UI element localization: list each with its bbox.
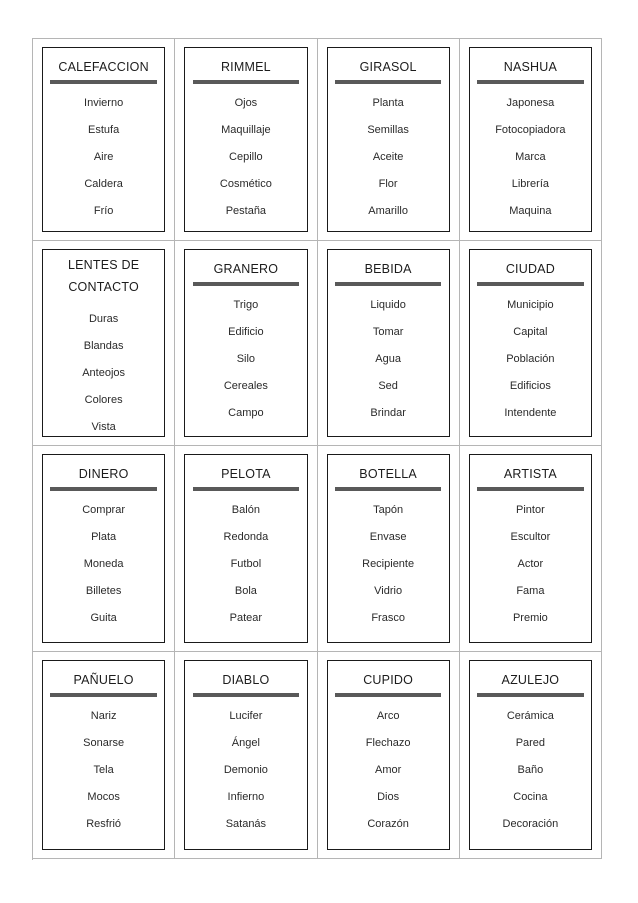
card-title: CUPIDO: [363, 673, 414, 687]
card-cell: [318, 39, 460, 241]
forbidden-word: Fotocopiadora: [495, 124, 566, 136]
title-divider: [50, 693, 157, 697]
forbidden-word: Escultor: [510, 531, 551, 543]
forbidden-word: Plata: [91, 531, 117, 543]
forbidden-word-list: [328, 497, 449, 632]
card-title: NASHUA: [503, 60, 558, 74]
forbidden-word: Bola: [234, 585, 257, 597]
title-divider: [335, 80, 442, 84]
title-divider: [335, 693, 442, 697]
taboo-card: [184, 47, 307, 232]
forbidden-word: Vidrio: [374, 585, 403, 597]
card-title: GRANERO: [213, 262, 279, 276]
forbidden-word: Recipiente: [362, 558, 415, 570]
taboo-card: [469, 454, 592, 643]
card-title: DIABLO: [222, 673, 270, 687]
title-divider: [50, 80, 157, 84]
forbidden-word: Baño: [517, 764, 544, 776]
forbidden-word: Cepillo: [229, 151, 263, 163]
taboo-card: [42, 249, 165, 437]
forbidden-word-list: [185, 292, 306, 427]
forbidden-word-list: [328, 703, 449, 838]
forbidden-word: Cosmético: [219, 178, 272, 190]
forbidden-word-list: [185, 703, 306, 838]
card-title: ARTISTA: [503, 467, 557, 481]
forbidden-word: Vista: [91, 421, 116, 433]
card-cell: [175, 652, 317, 859]
forbidden-word: Balón: [231, 504, 260, 516]
forbidden-word-list: [185, 90, 306, 225]
card-title: BOTELLA: [359, 467, 417, 481]
forbidden-word-list: [43, 306, 164, 441]
card-title: AZULEJO: [501, 673, 560, 687]
forbidden-word: Moneda: [83, 558, 124, 570]
taboo-card: [469, 249, 592, 437]
card-title: GIRASOL: [359, 60, 417, 74]
forbidden-word: Planta: [372, 97, 404, 109]
forbidden-word: Actor: [517, 558, 544, 570]
card-cell: [33, 446, 175, 652]
forbidden-word: Municipio: [507, 299, 554, 311]
card-cell: [460, 39, 602, 241]
title-divider: [193, 80, 300, 84]
title-divider: [193, 282, 300, 286]
taboo-card: [327, 249, 450, 437]
card-cell: [460, 652, 602, 859]
forbidden-word: Campo: [228, 407, 264, 419]
forbidden-word: Invierno: [84, 97, 124, 109]
card-title: LENTES DE CONTACTO: [67, 258, 140, 294]
forbidden-word: Sonarse: [83, 737, 125, 749]
forbidden-word: Demonio: [223, 764, 268, 776]
taboo-card: [327, 454, 450, 643]
title-divider: [335, 487, 442, 491]
taboo-card: [327, 660, 450, 850]
forbidden-word: Edificios: [509, 380, 551, 392]
forbidden-word: Agua: [375, 353, 401, 365]
forbidden-word: Cocina: [513, 791, 548, 803]
forbidden-word: Blandas: [83, 340, 124, 352]
forbidden-word: Futbol: [230, 558, 262, 570]
forbidden-word: Tapón: [373, 504, 404, 516]
taboo-card: [184, 249, 307, 437]
forbidden-word: Fama: [516, 585, 545, 597]
forbidden-word: Envase: [369, 531, 407, 543]
taboo-card: [327, 47, 450, 232]
title-divider: [477, 80, 584, 84]
forbidden-word: Redonda: [223, 531, 269, 543]
forbidden-word: Intendente: [504, 407, 557, 419]
card-cell: [33, 652, 175, 859]
forbidden-word: Maquillaje: [221, 124, 271, 136]
card-cell: [318, 652, 460, 859]
card-cell: [175, 39, 317, 241]
forbidden-word: Ángel: [231, 737, 260, 749]
forbidden-word-list: [470, 703, 591, 838]
taboo-card: [42, 47, 165, 232]
forbidden-word: Tela: [93, 764, 114, 776]
taboo-card: [184, 454, 307, 643]
title-divider: [477, 487, 584, 491]
forbidden-word: Premio: [512, 612, 548, 624]
card-title: PAÑUELO: [73, 673, 134, 687]
forbidden-word: Nariz: [90, 710, 117, 722]
forbidden-word: Cereales: [223, 380, 268, 392]
title-divider: [477, 282, 584, 286]
forbidden-word: Flechazo: [365, 737, 411, 749]
taboo-card: [469, 660, 592, 850]
forbidden-word: Edificio: [228, 326, 264, 338]
forbidden-word: Pintor: [516, 504, 545, 516]
forbidden-word: Frío: [93, 205, 114, 217]
forbidden-word: Población: [506, 353, 555, 365]
title-divider: [193, 487, 300, 491]
forbidden-word: Japonesa: [506, 97, 555, 109]
forbidden-word: Dios: [377, 791, 400, 803]
taboo-card: [184, 660, 307, 850]
forbidden-word: Guita: [90, 612, 117, 624]
forbidden-word: Pared: [515, 737, 546, 749]
card-cell: [33, 241, 175, 446]
forbidden-word: Decoración: [502, 818, 559, 830]
forbidden-word-list: [328, 292, 449, 427]
forbidden-word: Patear: [229, 612, 263, 624]
taboo-card: [42, 660, 165, 850]
forbidden-word: Silo: [236, 353, 256, 365]
forbidden-word: Liquido: [370, 299, 406, 311]
taboo-card: [42, 454, 165, 643]
taboo-card: [469, 47, 592, 232]
forbidden-word: Amarillo: [368, 205, 408, 217]
card-cell: [460, 446, 602, 652]
forbidden-word: Semillas: [367, 124, 409, 136]
forbidden-word: Comprar: [82, 504, 126, 516]
title-divider: [50, 487, 157, 491]
forbidden-word: Billetes: [85, 585, 122, 597]
forbidden-word-list: [185, 497, 306, 632]
forbidden-word: Cerámica: [506, 710, 554, 722]
forbidden-word: Resfrió: [86, 818, 122, 830]
card-cell: [175, 241, 317, 446]
card-sheet: [32, 38, 602, 860]
forbidden-word: Pestaña: [225, 205, 267, 217]
forbidden-word: Aire: [93, 151, 114, 163]
forbidden-word-list: [43, 90, 164, 225]
card-title: RIMMEL: [220, 60, 271, 74]
forbidden-word: Colores: [84, 394, 123, 406]
forbidden-word: Frasco: [371, 612, 405, 624]
card-title: PELOTA: [221, 467, 271, 481]
forbidden-word: Arco: [376, 710, 400, 722]
forbidden-word: Anteojos: [82, 367, 126, 379]
forbidden-word: Amor: [374, 764, 402, 776]
title-divider: [335, 282, 442, 286]
forbidden-word: Duras: [88, 313, 119, 325]
forbidden-word: Mocos: [87, 791, 120, 803]
forbidden-word: Caldera: [84, 178, 123, 190]
forbidden-word: Marca: [515, 151, 546, 163]
forbidden-word: Tomar: [372, 326, 404, 338]
card-cell: [175, 446, 317, 652]
forbidden-word-list: [470, 497, 591, 632]
card-title: DINERO: [78, 467, 129, 481]
forbidden-word-list: [328, 90, 449, 225]
card-cell: [318, 241, 460, 446]
forbidden-word-list: [43, 497, 164, 632]
forbidden-word: Ojos: [234, 97, 258, 109]
forbidden-word: Brindar: [370, 407, 406, 419]
forbidden-word: Flor: [378, 178, 398, 190]
card-cell: [318, 446, 460, 652]
forbidden-word: Estufa: [88, 124, 120, 136]
forbidden-word: Aceite: [372, 151, 404, 163]
forbidden-word: Capital: [513, 326, 548, 338]
forbidden-word-list: [470, 90, 591, 225]
forbidden-word: Sed: [378, 380, 398, 392]
card-cell: [33, 39, 175, 241]
forbidden-word-list: [43, 703, 164, 838]
forbidden-word: Maquina: [509, 205, 552, 217]
title-divider: [477, 693, 584, 697]
forbidden-word: Infierno: [227, 791, 265, 803]
title-divider: [193, 693, 300, 697]
forbidden-word: Lucifer: [229, 710, 263, 722]
forbidden-word: Satanás: [225, 818, 267, 830]
forbidden-word: Trigo: [233, 299, 259, 311]
card-title: CIUDAD: [505, 262, 555, 276]
card-title: BEBIDA: [364, 262, 412, 276]
forbidden-word: Librería: [511, 178, 550, 190]
card-cell: [460, 241, 602, 446]
forbidden-word-list: [470, 292, 591, 427]
card-title: CALEFACCION: [58, 60, 149, 74]
forbidden-word: Corazón: [367, 818, 409, 830]
